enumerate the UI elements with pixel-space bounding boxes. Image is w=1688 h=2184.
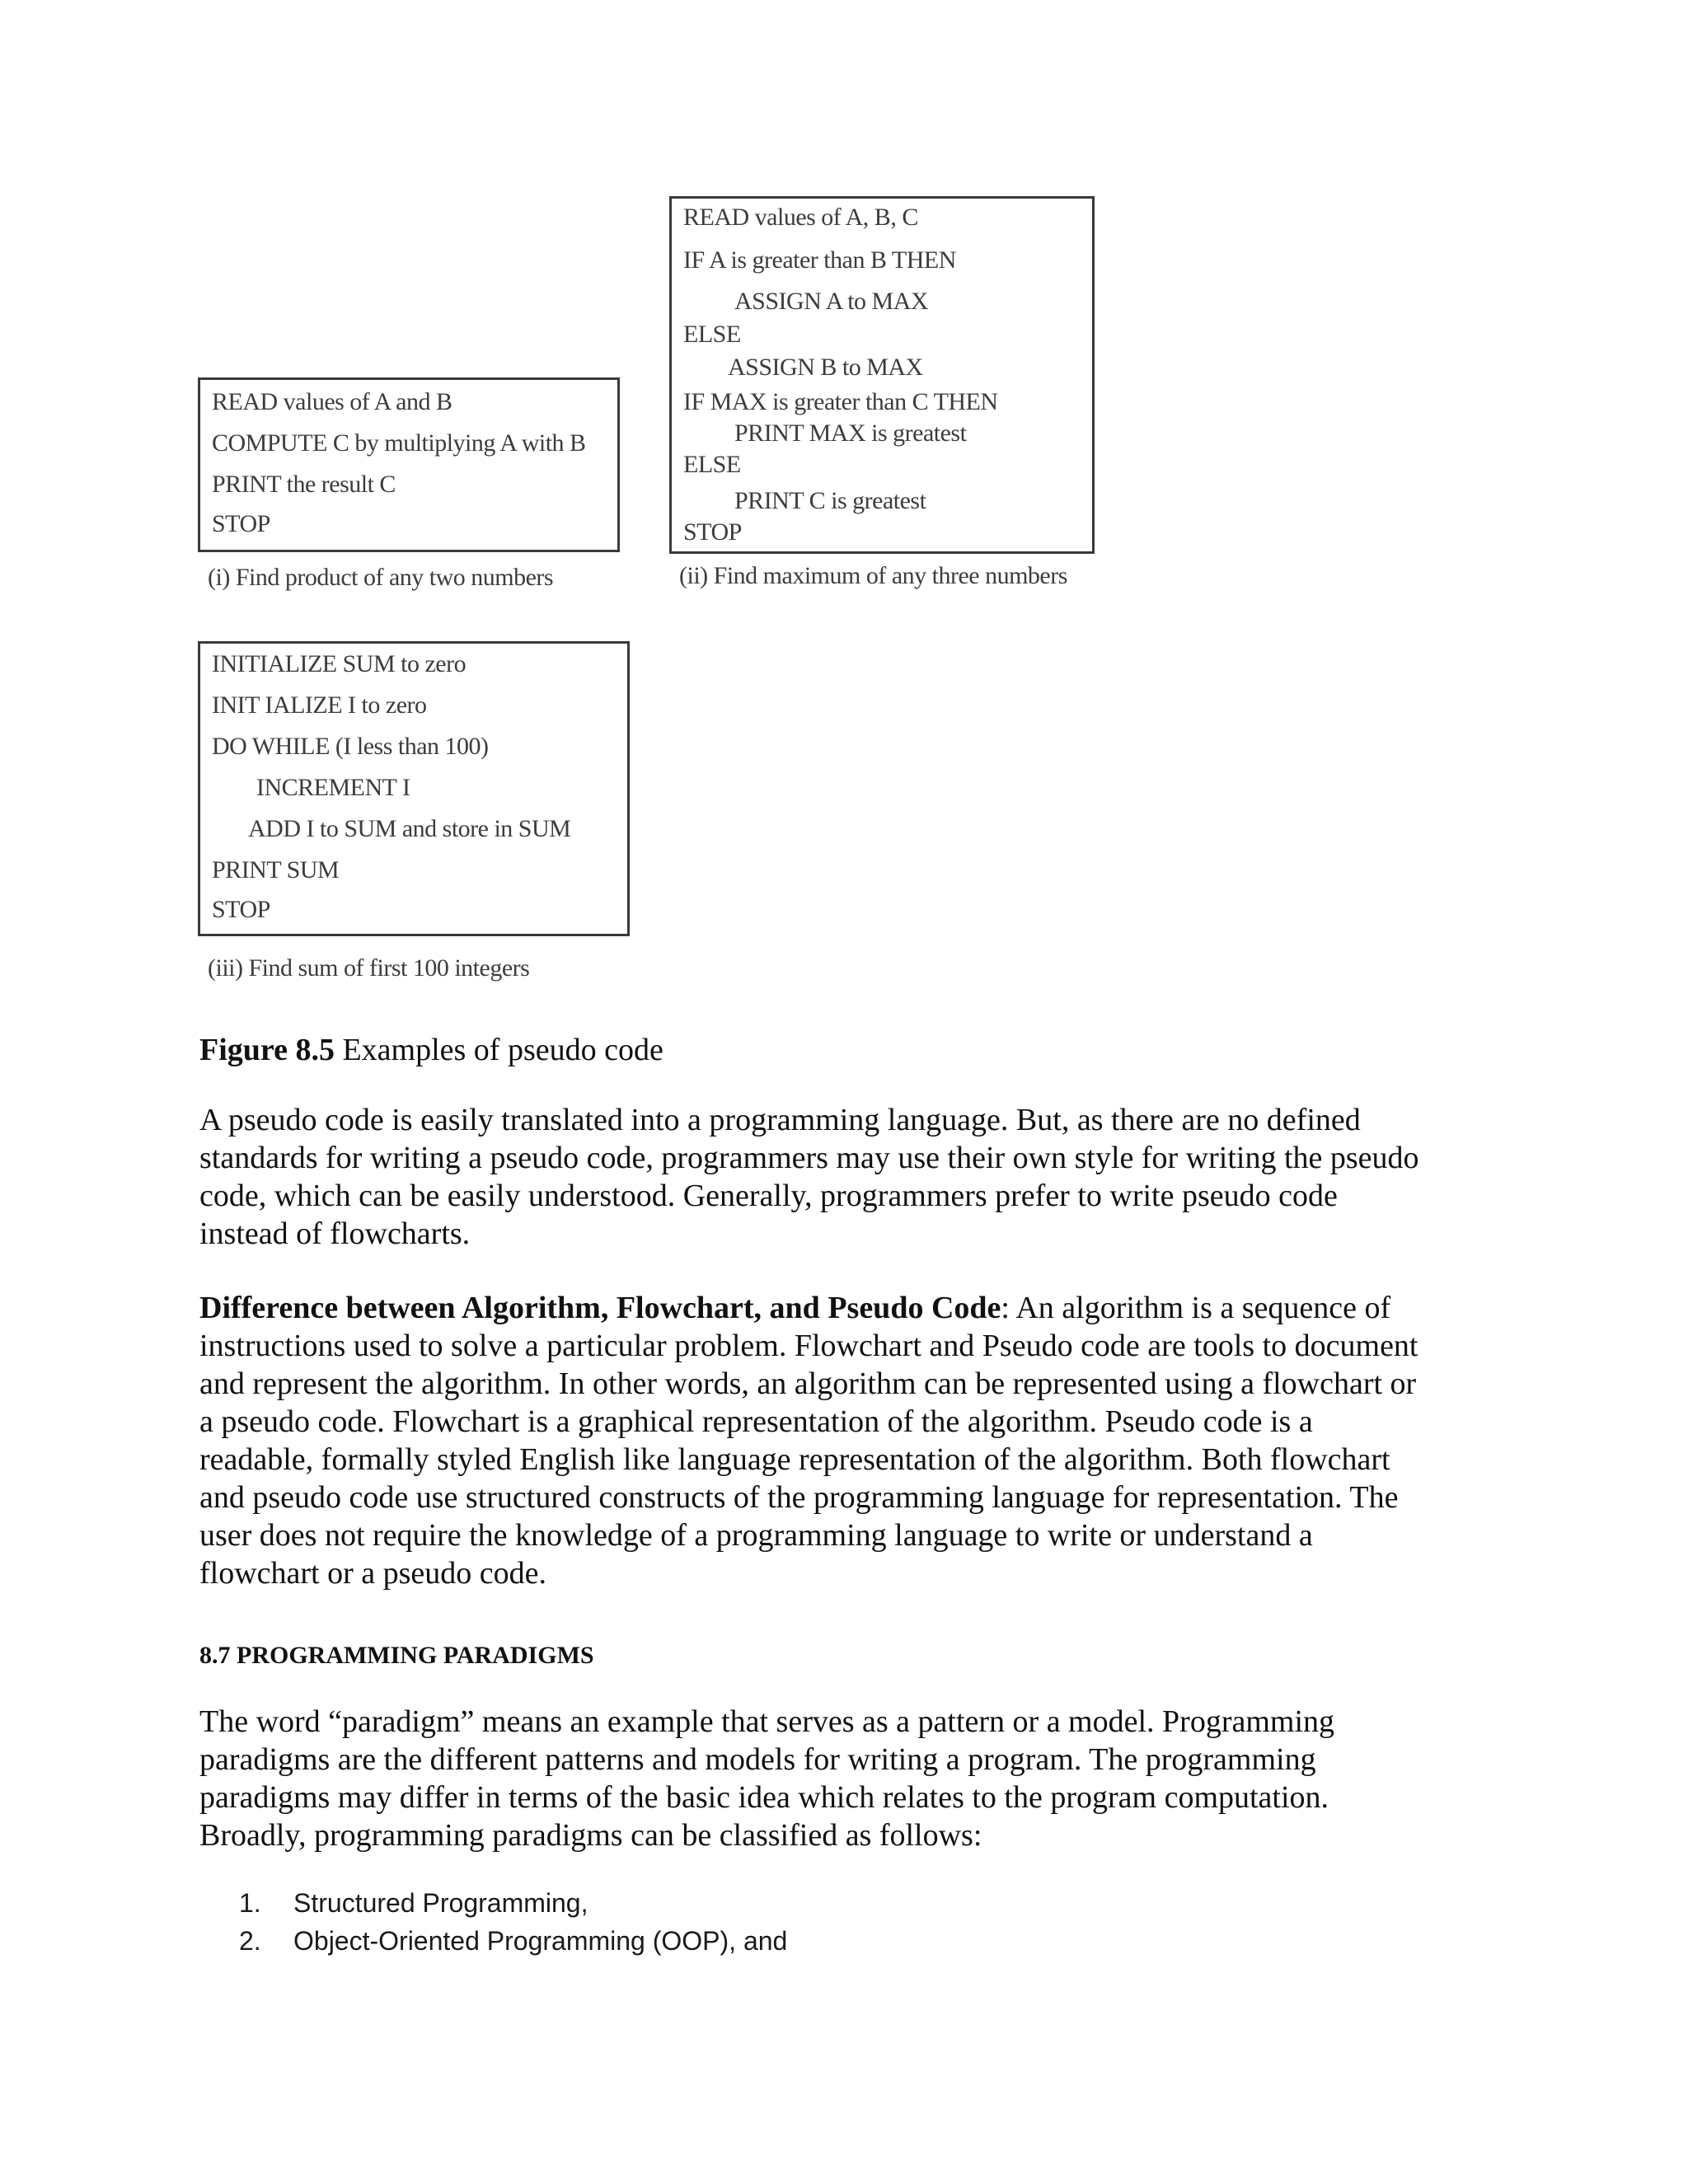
text-line: a pseudo code. Flowchart is a graphical representation of the algorithm. Pseudo code is a <box>199 1404 1313 1439</box>
text-line: The word “paradigm” means an example that serves as a pattern or a model. Programming <box>199 1704 1335 1739</box>
paradigm-list <box>239 1884 787 1960</box>
paragraph-heading: Difference between Algorithm, Flowchart, and Pseudo Code <box>199 1291 1001 1325</box>
pseudo-code-box-sum <box>198 641 630 936</box>
list-item <box>239 1884 787 1922</box>
code-line: IF A is greater than B THEN <box>683 246 956 274</box>
code-line: ASSIGN B to MAX <box>728 354 923 381</box>
text-line: instead of flowcharts. <box>199 1216 471 1251</box>
code-line: INCREMENT I <box>256 774 410 801</box>
code-line: IF MAX is greater than C THEN <box>683 388 998 415</box>
code-line: ADD I to SUM and store in SUM <box>248 815 571 842</box>
code-line: PRINT SUM <box>212 856 340 883</box>
paragraph-paradigms <box>199 1703 1502 1854</box>
text-line: code, which can be easily understood. Generally, programmers prefer to write pseudo code <box>199 1179 1338 1213</box>
paragraph-difference <box>199 1289 1502 1592</box>
code-line: ASSIGN A to MAX <box>734 288 929 315</box>
text-line: standards for writing a pseudo code, programmers may use their own style for writing the pseudo <box>199 1141 1419 1175</box>
text-run: : An algorithm is a sequence of <box>1001 1291 1391 1325</box>
code-line: INIT IALIZE I to zero <box>212 691 427 719</box>
code-line: STOP <box>212 510 270 537</box>
list-number: 1. <box>239 1888 261 1918</box>
text-line: and pseudo code use structured constructs of the programming language for representation. The <box>199 1480 1399 1515</box>
code-line: ELSE <box>683 321 741 348</box>
list-item-text: Object-Oriented Programming (OOP), and <box>293 1926 788 1956</box>
code-line: INITIALIZE SUM to zero <box>212 650 467 677</box>
code-line: STOP <box>212 896 270 923</box>
code-line: DO WHILE (I less than 100) <box>212 733 489 760</box>
list-number: 2. <box>239 1926 261 1956</box>
code-line: STOP <box>683 518 742 546</box>
list-item <box>239 1922 787 1960</box>
code-line: PRINT MAX is greatest <box>734 419 967 447</box>
text-line: A pseudo code is easily translated into a programming language. But, as there are no defined <box>199 1103 1361 1137</box>
pseudo-code-box-product <box>198 377 620 552</box>
code-line: READ values of A and B <box>212 388 452 415</box>
text-line: paradigms are the different patterns and models for writing a program. The programming <box>199 1742 1316 1777</box>
text-line: user does not require the knowledge of a programming language to write or understand a <box>199 1518 1313 1553</box>
code-line: PRINT C is greatest <box>734 487 926 514</box>
figure-caption-maximum: (ii) Find maximum of any three numbers <box>679 562 1067 589</box>
figure-label: Figure 8.5 <box>199 1033 335 1067</box>
code-line: COMPUTE C by multiplying A with B <box>212 429 586 457</box>
text-line: Broadly, programming paradigms can be classified as follows: <box>199 1818 982 1853</box>
text-line: paradigms may differ in terms of the basic idea which relates to the program computation. <box>199 1780 1329 1815</box>
text-line: and represent the algorithm. In other words, an algorithm can be represented using a flowchart or <box>199 1366 1417 1401</box>
text-line <box>199 1289 1502 1327</box>
figure-caption-sum: (iii) Find sum of first 100 integers <box>208 954 530 982</box>
text-line: instructions used to solve a particular problem. Flowchart and Pseudo code are tools to document <box>199 1329 1418 1363</box>
figure-title <box>199 1032 663 1068</box>
pseudo-code-box-maximum <box>669 196 1095 554</box>
figure-title-text: Examples of pseudo code <box>334 1033 663 1067</box>
text-line: flowchart or a pseudo code. <box>199 1556 547 1591</box>
code-line: PRINT the result C <box>212 471 396 498</box>
code-line: ELSE <box>683 451 741 478</box>
code-line: READ values of A, B, C <box>683 204 918 231</box>
text-line: readable, formally styled English like language representation of the algorithm. Both flowchart <box>199 1442 1390 1477</box>
figure-caption-product: (i) Find product of any two numbers <box>208 564 554 591</box>
paragraph-pseudo-code <box>199 1101 1502 1253</box>
list-item-text: Structured Programming, <box>293 1888 588 1918</box>
section-heading: 8.7 PROGRAMMING PARADIGMS <box>199 1642 594 1669</box>
